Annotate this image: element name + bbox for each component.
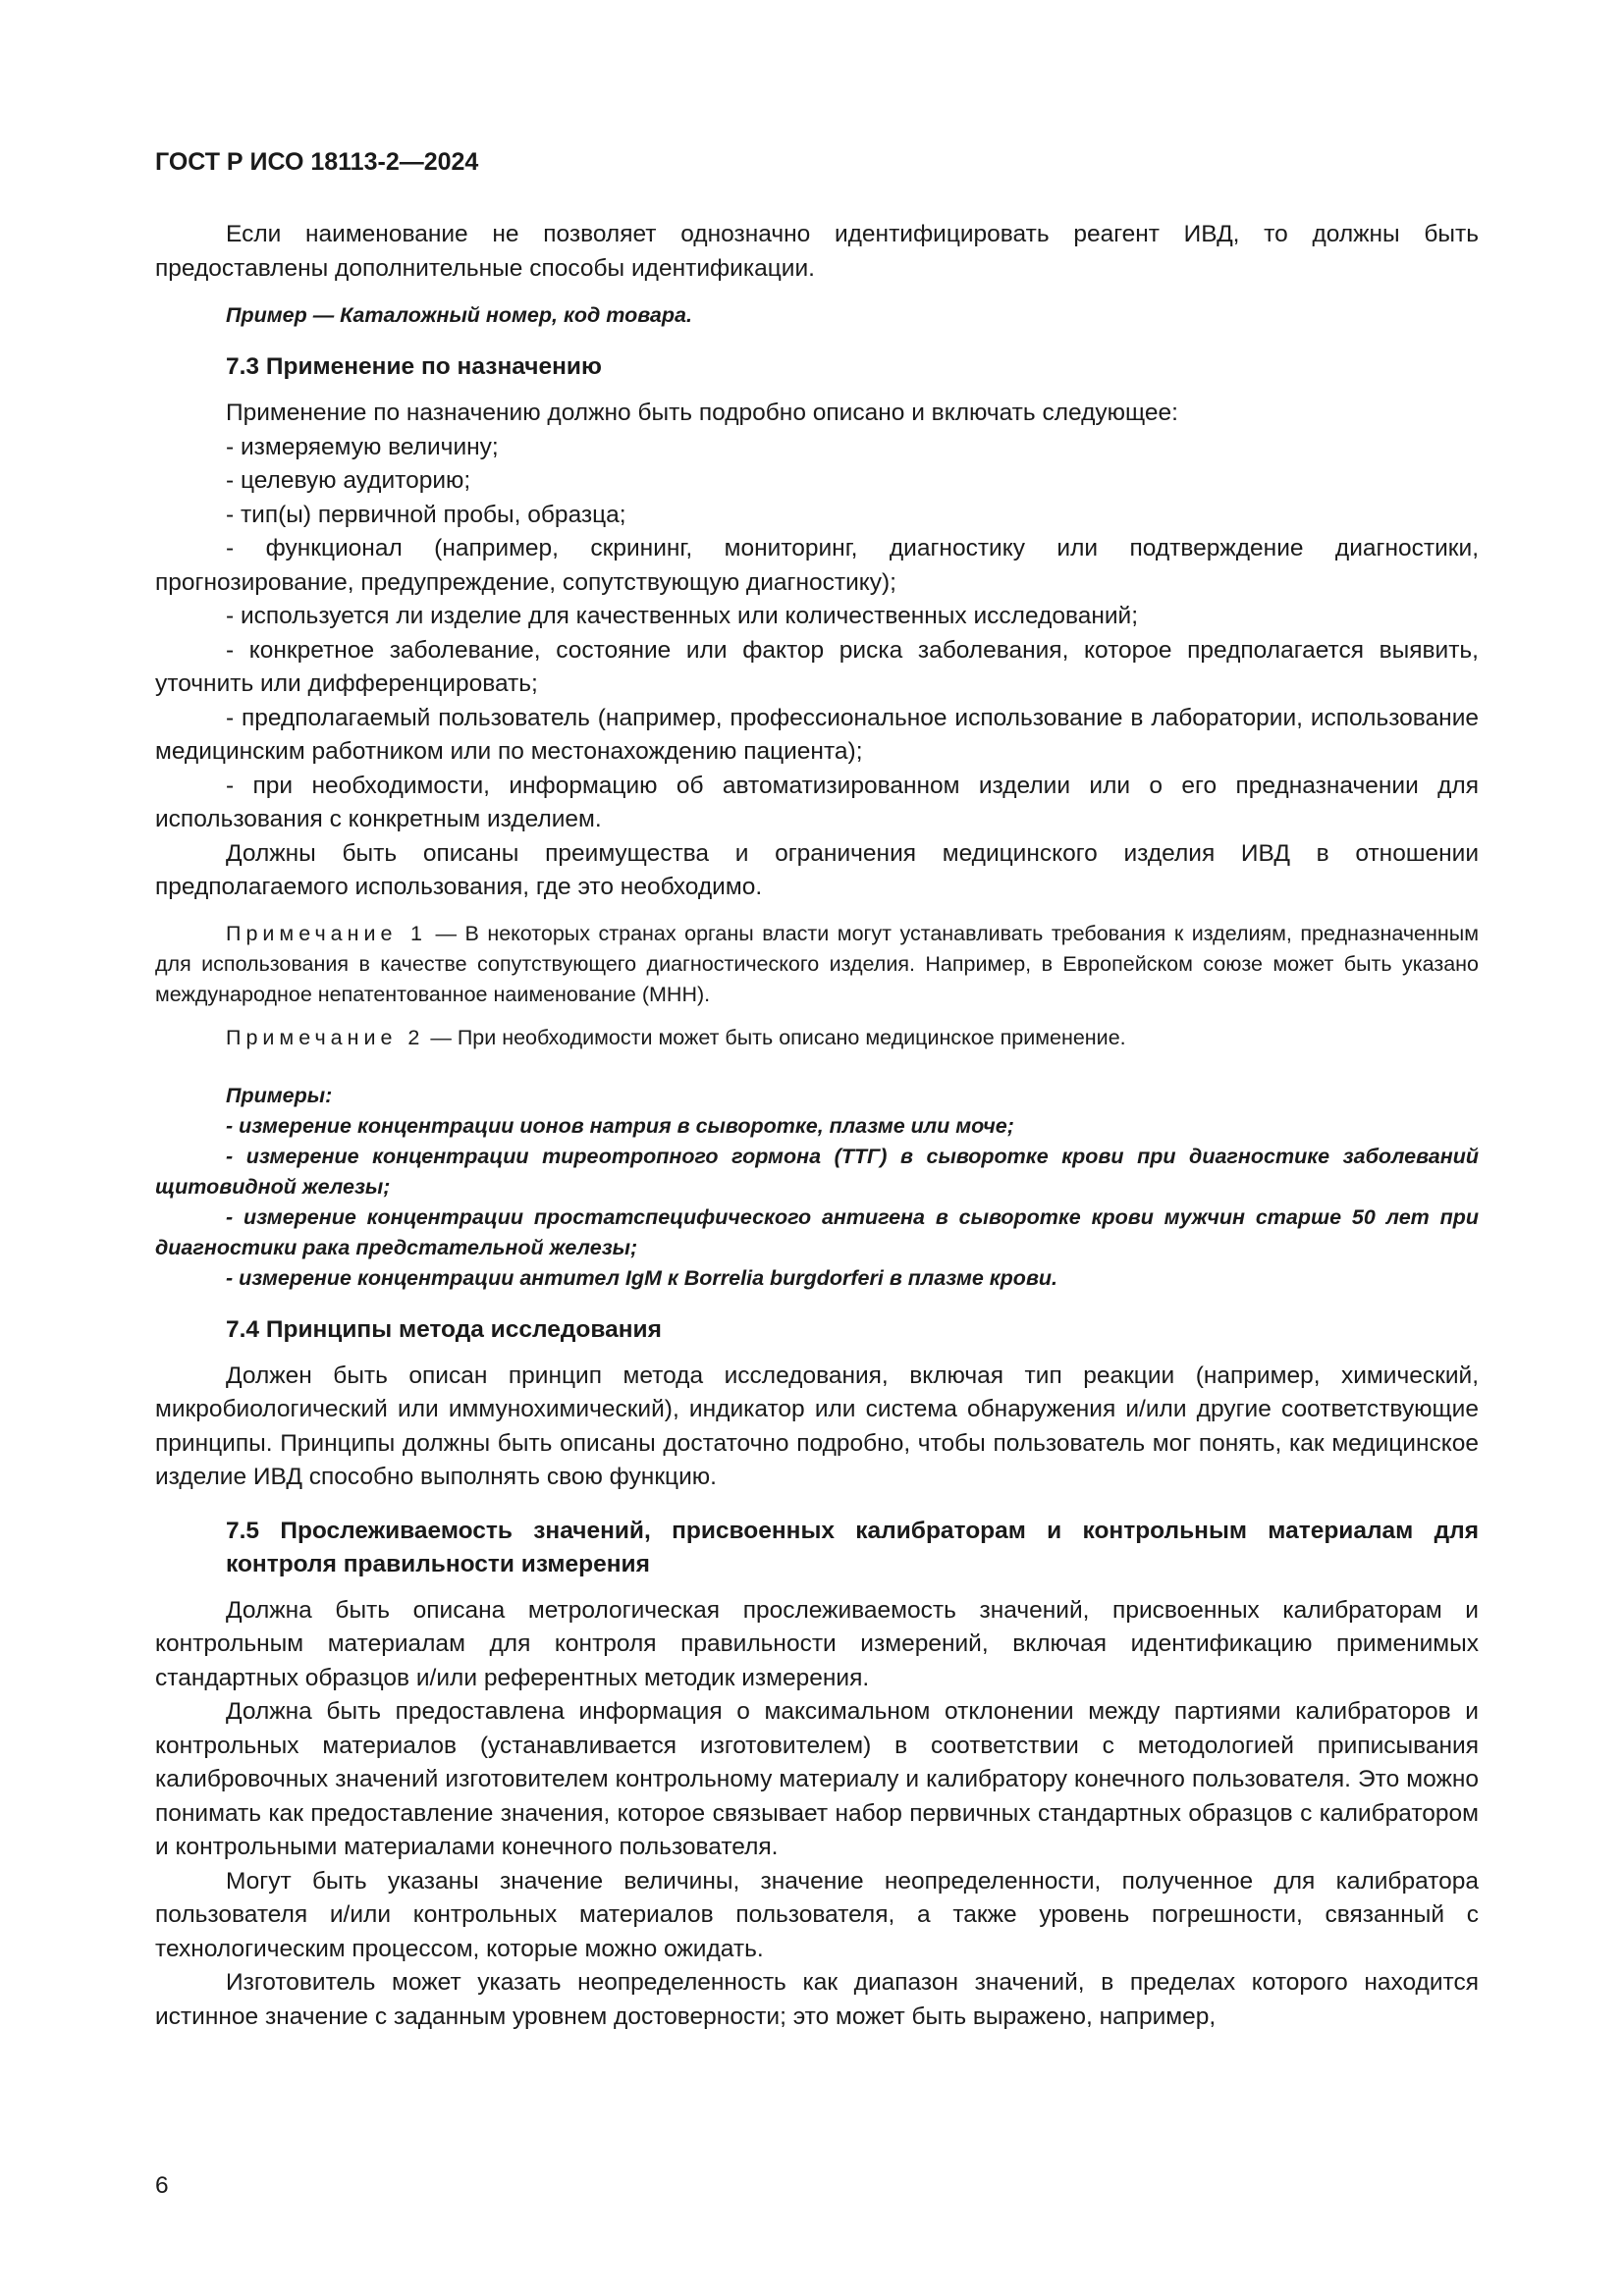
section-heading-7-4: 7.4 Принципы метода исследования (226, 1315, 662, 1343)
list-item: - предполагаемый пользователь (например, профессиональное использование в лаборатории, использование медицинским работником или по местонахождению пациента); (155, 704, 1479, 765)
list-item: - измеряемую величину; (226, 433, 499, 460)
section-heading-7-5: 7.5 Прослеживаемость значений, присвоенных калибраторам и контрольным материалам для контроля правильности измерения (226, 1517, 1479, 1577)
paragraph-uncertainty: Изготовитель может указать неопределенность как диапазон значений, в пределах которого находится истинное значение с заданным уровнем достоверности; это может быть выражено, например, (155, 1969, 1479, 2030)
note-1-label: Примечание 1 (226, 921, 427, 945)
list-item: - при необходимости, информацию об автоматизированном изделии или о его предназначении для использования с конкретным изделием. (155, 772, 1479, 832)
example-item: - измерение концентрации простатспецифического антигена в сыворотке крови мужчин старше 50 лет при диагностики рака предстательной железы; (155, 1204, 1479, 1259)
paragraph-lot-deviation: Должна быть предоставлена информация о максимальном отклонении между партиями калибраторов и контрольных материалов (устанавливается изготовителем) в соответствии с методологией приписывания калибровочных значений изготовителем контрольному материалу и калибратору конечного пользователя. Это можно понимать как предоставление значения, которое связывает набор первичных стандартных образцов с калибратором и контрольными материалами конечного пользователя. (155, 1698, 1479, 1860)
paragraph-advantages-limitations: Должны быть описаны преимущества и ограничения медицинского изделия ИВД в отношении предполагаемого использования, где это необходимо. (155, 839, 1479, 900)
paragraph-intended-use-intro: Применение по назначению должно быть подробно описано и включать следующее: (226, 400, 1178, 426)
note-1 (155, 919, 1479, 1010)
examples-title: Примеры: (226, 1083, 333, 1107)
list-item: - используется ли изделие для качественных или количественных исследований; (226, 603, 1139, 629)
note-2-label: Примечание 2 (226, 1025, 425, 1049)
paragraph-quantity-value: Могут быть указаны значение величины, значение неопределенности, полученное для калибратора пользователя и/или контрольных материалов пользователя, а также уровень погрешности, связанный с технологическим процессом, которые можно ожидать. (155, 1867, 1479, 1962)
note-2 (155, 1023, 1479, 1053)
list-item: - целевую аудиторию; (226, 467, 471, 494)
example-item: - измерение концентрации тиреотропного гормона (ТТГ) в сыворотке крови при диагностике заболеваний щитовидной железы; (155, 1144, 1479, 1199)
list-item: - тип(ы) первичной пробы, образца; (226, 501, 626, 528)
document-id-header: ГОСТ Р ИСО 18113-2—2024 (155, 148, 479, 176)
list-item: - функционал (например, скрининг, мониторинг, диагностику или подтверждение диагностики, прогнозирование, предупреждение, сопутствующую диагностику); (155, 535, 1479, 596)
paragraph-method-principle: Должен быть описан принцип метода исследования, включая тип реакции (например, химический, микробиологический или иммунохимический), индикатор или система обнаружения и/или другие соответствующие принципы. Принципы должны быть описаны достаточно подробно, чтобы пользователь мог понять, как медицинское изделие ИВД способно выполнять свою функцию. (155, 1362, 1479, 1490)
page-number: 6 (155, 2172, 169, 2199)
note-2-text: — При необходимости может быть описано медицинское применение. (424, 1025, 1126, 1049)
document-page (155, 147, 1479, 2034)
note-1-text: — В некоторых странах органы власти могут устанавливать требования к изделиям, предназначенным для использования в качестве сопутствующего диагностического изделия. Например, в Европейском союзе может быть указано международное непатентованное наименование (МНН). (155, 921, 1479, 1006)
section-heading-7-3: 7.3 Применение по назначению (226, 353, 602, 380)
paragraph-traceability: Должна быть описана метрологическая прослеживаемость значений, присвоенных калибраторам и контрольным материалам для контроля правильности измерений, включая идентификацию применимых стандартных образцов и/или референтных методик измерения. (155, 1596, 1479, 1691)
example-catalog-number: Пример — Каталожный номер, код товара. (226, 303, 692, 327)
example-item: - измерение концентрации ионов натрия в сыворотке, плазме или моче; (226, 1113, 1014, 1138)
examples-block (155, 1081, 1479, 1294)
list-item: - конкретное заболевание, состояние или фактор риска заболевания, которое предполагается выявить, уточнить или дифференцировать; (155, 636, 1479, 697)
intended-use-list (155, 431, 1479, 837)
paragraph-identification: Если наименование не позволяет однозначно идентифицировать реагент ИВД, то должны быть предоставлены дополнительные способы идентификации. (155, 221, 1479, 282)
example-item: - измерение концентрации антител IgM к Borrelia burgdorferi в плазме крови. (226, 1265, 1058, 1290)
